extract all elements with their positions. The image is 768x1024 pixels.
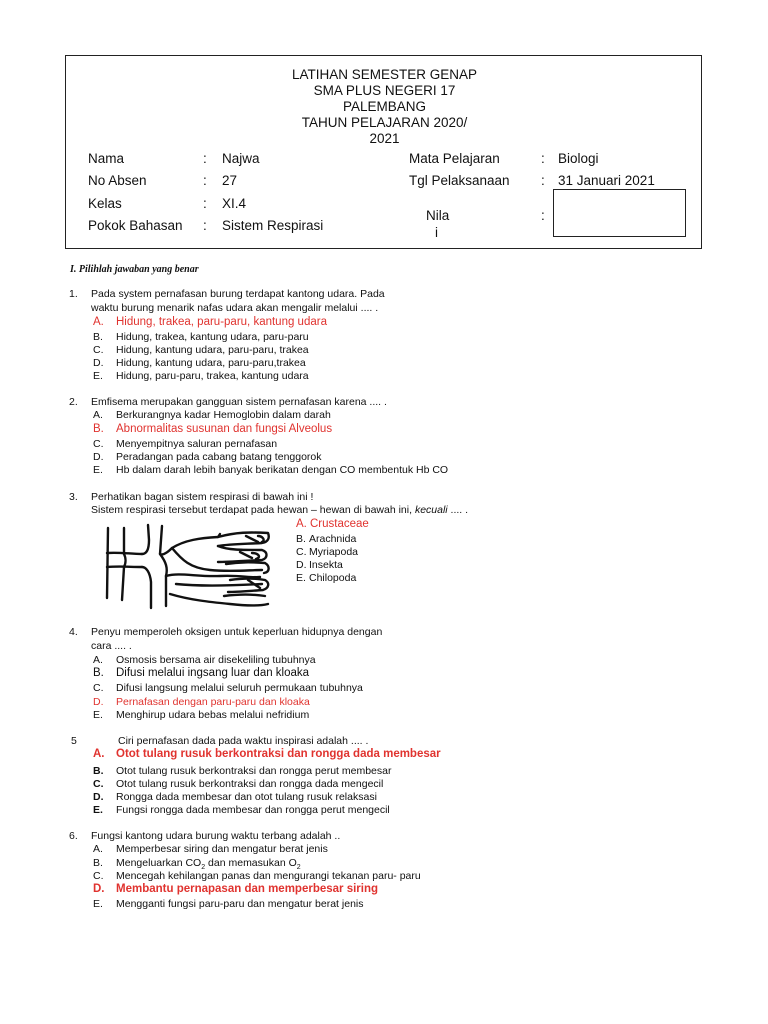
option-letter[interactable]: A.	[296, 518, 307, 530]
option-letter[interactable]: D.	[93, 883, 105, 895]
tracheal-system-diagram	[100, 520, 285, 615]
option-letter[interactable]: C.	[296, 546, 307, 558]
option-text-correct[interactable]: Membantu pernapasan dan memperbesar siring	[116, 883, 379, 895]
field-value-kelas: XI.4	[222, 196, 247, 211]
question-number: 5	[71, 735, 77, 747]
field-label-mata-pelajaran: Mata Pelajaran	[409, 151, 500, 166]
option-text-correct[interactable]: Abnormalitas susunan dan fungsi Alveolus	[116, 423, 333, 435]
question-text: Penyu memperoleh oksigen untuk keperluan hidupnya dengan	[91, 626, 383, 638]
field-colon: :	[203, 151, 207, 166]
field-colon: :	[541, 151, 545, 166]
title-line-1: LATIHAN SEMESTER GENAP	[291, 67, 478, 82]
subscript: 2	[296, 864, 301, 872]
option-text[interactable]: Difusi langsung melalui seluruh permukaan tubuhnya	[116, 682, 363, 694]
option-text-correct[interactable]: Pernafasan dengan paru-paru dan kloaka	[116, 696, 310, 708]
option-text[interactable]: Arachnida	[309, 533, 357, 545]
option-text[interactable]: Hidung, kantung udara, paru-paru, trakea	[116, 344, 309, 356]
question-text-main: Sistem respirasi tersebut terdapat pada hewan – hewan di bawah ini,	[91, 504, 413, 516]
option-letter[interactable]: C.	[93, 870, 104, 882]
option-letter[interactable]: B.	[93, 423, 104, 435]
option-letter[interactable]: D.	[93, 357, 104, 369]
option-letter[interactable]: D.	[296, 559, 307, 571]
option-letter[interactable]: E.	[296, 572, 306, 584]
question-text: Ciri pernafasan dada pada waktu inspirasi adalah .... .	[118, 735, 369, 747]
option-text[interactable]: Fungsi rongga dada membesar dan rongga perut mengecil	[116, 804, 390, 816]
field-value-no-absen: 27	[222, 173, 238, 188]
option-letter[interactable]: B.	[93, 667, 104, 679]
option-text[interactable]: Menyempitnya saluran pernafasan	[116, 438, 278, 450]
option-letter[interactable]: C.	[93, 438, 104, 450]
field-value-mata-pelajaran: Biologi	[558, 151, 599, 166]
option-text-correct[interactable]: Crustaceae	[310, 518, 369, 530]
nilai-score-box[interactable]	[553, 189, 686, 237]
field-label-tgl-pelaksanaan: Tgl Pelaksanaan	[409, 173, 510, 188]
option-letter[interactable]: E.	[93, 709, 103, 721]
option-letter[interactable]: B.	[93, 857, 103, 869]
field-label-nama: Nama	[88, 151, 125, 166]
option-letter[interactable]: A.	[93, 316, 104, 328]
option-letter[interactable]: A.	[93, 748, 105, 760]
option-text[interactable]: Myriapoda	[309, 546, 359, 558]
option-text[interactable]: Otot tulang rusuk berkontraksi dan rongga perut membesar	[116, 765, 392, 777]
subscript: 2	[201, 864, 206, 872]
option-letter[interactable]: C.	[93, 344, 104, 356]
question-text: Perhatikan bagan sistem respirasi di bawah ini !	[91, 491, 314, 503]
question-text: Emfisema merupakan gangguan sistem pernafasan karena .... .	[91, 396, 387, 408]
question-text: waktu burung menarik nafas udara akan mengalir melalui .... .	[91, 302, 379, 314]
option-text[interactable]: Peradangan pada cabang batang tenggorok	[116, 451, 322, 463]
option-text-part: Mengeluarkan CO	[116, 857, 202, 869]
field-label-nilai-i: i	[435, 225, 438, 240]
option-text[interactable]: Difusi melalui ingsang luar dan kloaka	[116, 667, 310, 679]
title-line-3: PALEMBANG	[342, 99, 427, 114]
question-number: 6.	[69, 830, 78, 842]
option-letter[interactable]: A.	[93, 409, 103, 421]
field-colon: :	[541, 208, 545, 223]
title-line-4: TAHUN PELAJARAN 2020/	[301, 115, 468, 130]
field-colon: :	[203, 196, 207, 211]
option-letter[interactable]: A.	[93, 843, 103, 855]
option-text[interactable]: Hb dalam darah lebih banyak berikatan dengan CO membentuk Hb CO	[116, 464, 449, 476]
question-number: 3.	[69, 491, 78, 503]
option-text[interactable]: Insekta	[309, 559, 343, 571]
field-colon: :	[541, 173, 545, 188]
title-line-2: SMA PLUS NEGERI 17	[313, 83, 456, 98]
option-text-correct[interactable]: Hidung, trakea, paru-paru, kantung udara	[116, 316, 327, 328]
field-value-pokok-bahasan: Sistem Respirasi	[222, 218, 324, 233]
option-letter[interactable]: A.	[93, 654, 103, 666]
option-letter[interactable]: C.	[93, 682, 104, 694]
option-letter[interactable]: B.	[93, 765, 104, 777]
option-text[interactable]: Otot tulang rusuk berkontraksi dan rongga dada mengecil	[116, 778, 384, 790]
option-text[interactable]: Mencegah kehilangan panas dan mengurangi tekanan paru- paru	[116, 870, 421, 882]
question-number: 1.	[69, 288, 78, 300]
question-text-emphasis: kecuali	[414, 504, 448, 516]
instructions: I. Pilihlah jawaban yang benar	[70, 264, 199, 275]
option-text[interactable]: Mengganti fungsi paru-paru dan mengatur berat jenis	[116, 898, 364, 910]
option-letter[interactable]: B.	[296, 533, 306, 545]
field-label-kelas: Kelas	[88, 196, 122, 211]
option-text[interactable]: Hidung, kantung udara, paru-paru,trakea	[116, 357, 306, 369]
option-text[interactable]: Berkurangnya kadar Hemoglobin dalam darah	[116, 409, 331, 421]
question-number: 2.	[69, 396, 78, 408]
question-text: cara .... .	[91, 640, 132, 652]
option-text[interactable]: Memperbesar siring dan mengatur berat jenis	[116, 843, 328, 855]
title-line-5: 2021	[369, 131, 400, 146]
field-value-tgl-pelaksanaan: 31 Januari 2021	[558, 173, 655, 188]
option-letter[interactable]: D.	[93, 791, 104, 803]
question-text-end: .... .	[447, 504, 469, 516]
option-letter[interactable]: C.	[93, 778, 104, 790]
option-text[interactable]: Osmosis bersama air disekeliling tubuhnya	[116, 654, 316, 666]
field-label-no-absen: No Absen	[88, 173, 147, 188]
field-colon: :	[203, 218, 207, 233]
option-text[interactable]: Menghirup udara bebas melalui nefridium	[116, 709, 310, 721]
option-text[interactable]	[116, 857, 301, 871]
option-letter[interactable]: E.	[93, 804, 103, 816]
option-text-correct[interactable]: Otot tulang rusuk berkontraksi dan rongga dada membesar	[116, 748, 441, 760]
question-text: Pada system pernafasan burung terdapat kantong udara. Pada	[91, 288, 385, 300]
option-letter[interactable]: D.	[93, 451, 104, 463]
option-letter[interactable]: E.	[93, 898, 103, 910]
option-letter[interactable]: E.	[93, 370, 103, 382]
option-text[interactable]: Hidung, trakea, kantung udara, paru-paru	[116, 331, 309, 343]
field-label-nilai: Nila	[426, 208, 450, 223]
option-text[interactable]: Rongga dada membesar dan otot tulang rusuk relaksasi	[116, 791, 377, 803]
option-text-part: dan memasukan O	[205, 857, 297, 869]
option-letter[interactable]: B.	[93, 331, 103, 343]
question-text: Fungsi kantong udara burung waktu terbang adalah ..	[91, 830, 341, 842]
option-letter[interactable]: E.	[93, 464, 103, 476]
question-number: 4.	[69, 626, 78, 638]
question-text	[91, 504, 468, 516]
field-value-nama: Najwa	[222, 151, 260, 166]
option-letter[interactable]: D.	[93, 696, 104, 708]
option-text[interactable]: Chilopoda	[309, 572, 357, 584]
field-colon: :	[203, 173, 207, 188]
option-text[interactable]: Hidung, paru-paru, trakea, kantung udara	[116, 370, 309, 382]
field-label-pokok-bahasan: Pokok Bahasan	[88, 218, 183, 233]
